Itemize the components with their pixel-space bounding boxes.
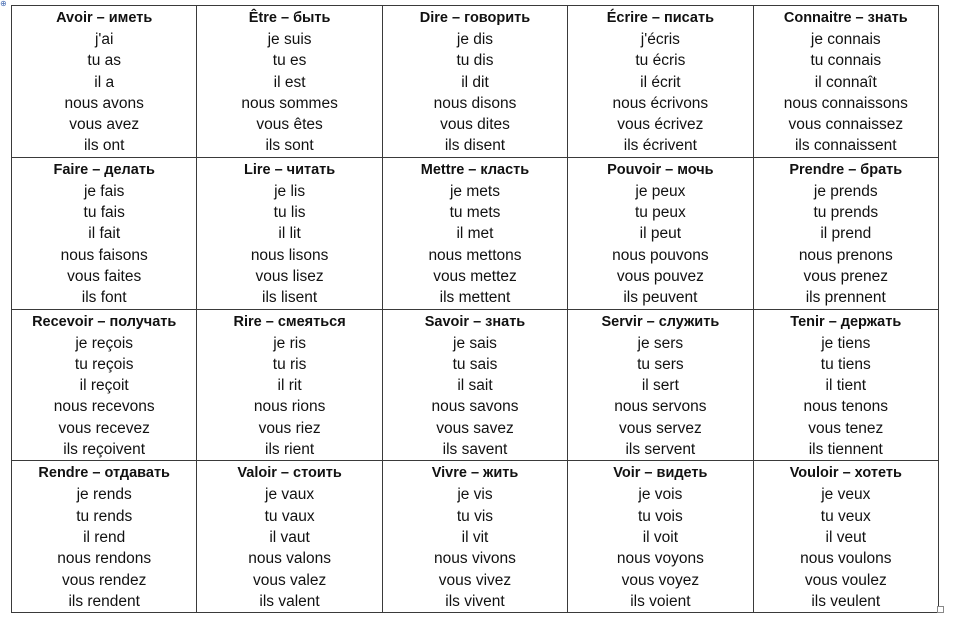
conjugation-form: tu ris [272,355,307,373]
conjugation-form: vous avez [69,116,140,134]
conjugation-form: il tient [825,377,867,395]
conjugation-form: ils lisent [262,289,318,307]
conjugation-form: je reçois [75,334,134,352]
conjugation-form: il est [273,73,306,91]
verb-cell [382,6,567,158]
conjugation-form: ils mettent [439,289,511,307]
table-row [12,6,939,158]
verb-cell [753,6,938,158]
conjugation-form: vous savez [436,419,514,437]
conjugation-form: ils font [81,289,127,307]
conjugation-form: tu connais [810,52,882,70]
conjugation-form: il rend [83,528,126,546]
verb-cell [12,157,197,309]
conjugation-form: tu dis [456,52,494,70]
conjugation-form: je lis [274,182,306,200]
conjugation-form: tu vois [637,507,683,525]
conjugation-form: il dit [461,73,489,91]
conjugation-form: vous dites [440,116,510,134]
verb-cell [197,309,382,461]
conjugation-form: il vaut [269,528,310,546]
conjugation-form: nous prenons [798,246,893,264]
verb-cell [12,309,197,461]
conjugation-form: je sais [453,334,497,352]
conjugation-form: vous recevez [58,419,150,437]
conjugation-form: ils reçoivent [63,441,146,459]
verb-cell [753,461,938,613]
conjugation-form: je mets [449,182,500,200]
conjugation-form: vous rendez [61,571,147,589]
verb-title: Vouloir – хотеть [789,465,902,482]
conjugation-form: tu peux [634,204,686,222]
conjugation-form: vous vivez [438,571,512,589]
conjugation-form: il lit [278,225,301,243]
conjugation-form: je sers [637,334,684,352]
conjugation-form: tu sers [637,355,684,373]
conjugation-form: il peut [639,225,682,243]
conjugation-form: nous vivons [434,550,516,568]
conjugation-form: nous servons [614,398,707,416]
conjugation-form: je veux [821,486,871,504]
verb-title: Rendre – отдавать [38,465,170,482]
conjugation-form: ils écrivent [623,137,697,155]
conjugation-form: nous savons [431,398,519,416]
verb-cell [12,6,197,158]
conjugation-form: je suis [267,31,312,48]
conjugation-form: ils prennent [805,289,886,307]
verb-title: Voir – видеть [613,465,708,482]
conjugation-form: il connaît [814,73,877,91]
verb-title: Dire – говорить [419,10,531,26]
verb-title: Écrire – писать [606,10,714,26]
conjugation-form: nous voulons [800,550,892,568]
verb-title: Faire – делать [53,161,155,178]
conjugation-form: tu reçois [74,355,134,373]
conjugation-form: tu sais [452,355,498,373]
conjugation-form: il fait [88,225,121,243]
conjugation-form: il rit [277,377,302,395]
conjugation-form: ils valent [259,592,320,610]
conjugation-form: j'ai [94,31,114,48]
table-row [12,309,939,461]
conjugation-form: nous recevons [53,398,155,416]
conjugation-form: il a [94,73,115,91]
conjugation-form: ils vivent [445,592,505,610]
conjugation-form: je fais [83,182,125,200]
conjugation-form: il reçoit [79,377,129,395]
verb-cell [568,309,753,461]
verb-cell [382,309,567,461]
conjugation-form: vous lisez [255,267,324,285]
conjugation-form: tu as [87,52,121,70]
verb-title: Connaitre – знать [783,10,908,26]
conjugation-form: je peux [635,182,686,200]
conjugation-form: ils savent [442,441,508,459]
conjugation-form: tu vaux [264,507,315,525]
conjugation-form: ils tiennent [808,441,883,459]
conjugation-form: je ris [273,334,306,352]
conjugation-form: ils disent [444,137,506,155]
conjugation-form: vous voulez [804,571,887,589]
conjugation-form: tu vis [456,507,494,525]
conjugation-form: tu lis [273,204,306,222]
conjugation-form: nous mettons [428,246,522,264]
conjugation-form: vous servez [619,419,702,437]
conjugation-form: je dis [456,31,494,48]
conjugation-form: vous mettez [433,267,517,285]
conjugation-form: tu écris [635,52,686,70]
conjugation-form: il met [456,225,494,243]
conjugation-form: vous voyez [621,571,700,589]
conjugation-form: ils servent [625,441,696,459]
conjugation-form: nous sommes [241,94,338,112]
verb-cell [568,461,753,613]
conjugation-form: nous avons [64,94,144,112]
conjugation-form: il sait [457,377,493,395]
verb-title: Valoir – стоить [237,465,342,482]
table-row [12,461,939,613]
conjugation-form: nous tenons [803,398,889,416]
conjugation-form: vous connaissez [788,116,904,134]
conjugation-form: je connais [810,31,881,48]
conjugation-form: il prend [820,225,872,243]
conjugation-form: il sert [641,377,679,395]
conjugation-form: il voit [642,528,679,546]
conjugation-form: vous valez [252,571,327,589]
conjugation-form: ils peuvent [623,289,698,307]
verb-title: Servir – служить [601,313,720,330]
verb-cell [753,309,938,461]
verb-title: Lire – читать [243,161,336,178]
conjugation-form: ils veulent [811,592,881,610]
verb-cell [382,461,567,613]
conjugation-form: vous prenez [803,267,888,285]
verb-cell [12,461,197,613]
conjugation-form: ils voient [630,592,691,610]
conjugation-form: tu mets [449,204,501,222]
conjugation-form: vous êtes [256,116,323,134]
conjugation-form: ils rendent [68,592,140,610]
verb-title: Être – быть [248,10,331,26]
conjugation-form: tu veux [820,507,871,525]
conjugation-form: je prends [813,182,878,200]
conjugation-form: tu es [272,52,307,70]
resize-handle-icon[interactable] [937,606,944,613]
conjugation-form: tu prends [813,204,879,222]
verb-cell [382,157,567,309]
conjugation-form: il écrit [640,73,681,91]
conjugation-form: nous faisons [60,246,148,264]
verb-cell [197,461,382,613]
verb-title: Mettre – класть [420,161,530,178]
verb-cell [197,6,382,158]
conjugation-form: nous écrivons [612,94,709,112]
conjugation-form: vous pouvez [616,267,704,285]
verb-title: Rire – смеяться [233,313,346,330]
verb-cell [753,157,938,309]
verb-cell [568,157,753,309]
conjugation-form: ils rient [265,441,315,459]
conjugation-form: ils ont [83,137,125,155]
conjugation-form: tu tiens [820,355,871,373]
conjugation-form: je vaux [265,486,315,504]
conjugation-form: nous rions [253,398,326,416]
verb-cell [568,6,753,158]
conjugation-form: il vit [461,528,489,546]
verb-title: Vivre – жить [431,465,519,482]
conjugation-form: vous écrivez [617,116,704,134]
conjugation-form: nous rendons [57,550,152,568]
conjugation-form: nous disons [433,94,517,112]
conjugation-form: vous riez [258,419,321,437]
conjugation-form: nous connaissons [783,94,908,112]
conjugation-form: ils connaissent [794,137,897,155]
conjugation-form: il veut [825,528,867,546]
table-row [12,157,939,309]
conjugation-form: nous valons [248,550,331,568]
verb-title: Pouvoir – мочь [607,161,714,178]
conjugation-form: nous pouvons [612,246,709,264]
table-body [12,6,939,613]
verb-title: Prendre – брать [789,161,903,178]
move-handle-icon[interactable]: ⊕ [0,0,7,8]
conjugation-form: vous tenez [808,419,884,437]
conjugation-form: vous faites [67,267,142,285]
conjugation-form: nous lisons [250,246,329,264]
conjugation-form: je tiens [821,334,871,352]
verb-title: Recevoir – получать [32,313,177,330]
verb-title: Avoir – иметь [56,10,153,26]
conjugation-form: tu fais [83,204,125,222]
conjugation-form: ils sont [265,137,314,155]
conjugation-form: tu rends [76,507,133,525]
verb-title: Tenir – держать [790,313,902,330]
conjugation-form: j'écris [640,31,680,48]
verb-conjugation-table [11,5,939,613]
conjugation-form: je vois [638,486,683,504]
verb-title: Savoir – знать [424,313,526,330]
conjugation-form: nous voyons [616,550,704,568]
conjugation-form: je rends [76,486,132,504]
verb-cell [197,157,382,309]
conjugation-form: je vis [457,486,493,504]
